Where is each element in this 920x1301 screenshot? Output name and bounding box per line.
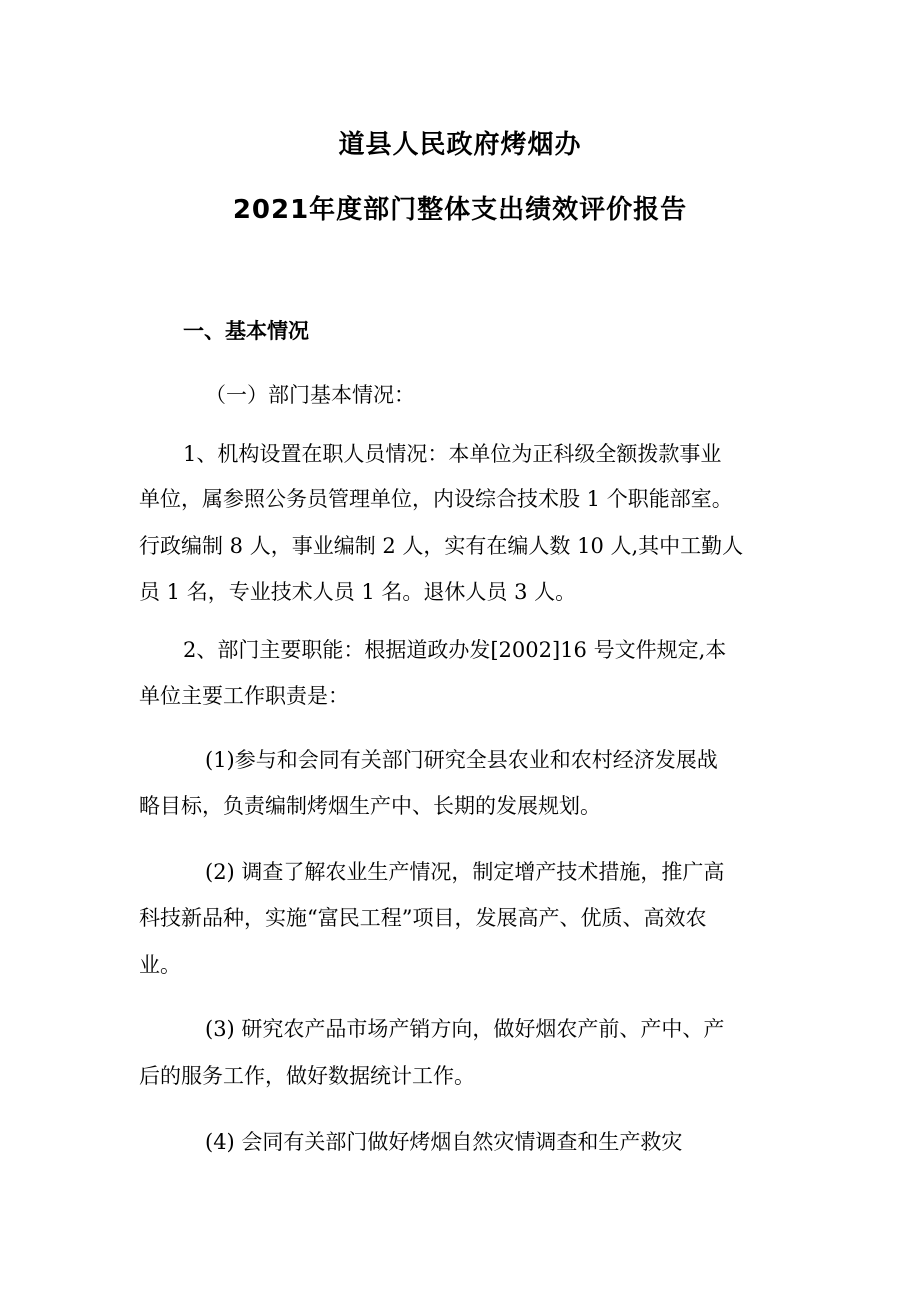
paragraph-line: 略目标，负责编制烤烟生产中、长期的发展规划。 [139,794,601,818]
paragraph-line: 2、部门主要职能：根据道政办发[2002]16 号文件规定,本 [183,638,727,662]
subsection-heading: （一）部门基本情况： [205,383,415,407]
paragraph-line: 科技新品种，实施“富民工程”项目，发展高产、优质、高效农 [139,906,707,930]
document-title: 道县人民政府烤烟办 [338,130,582,160]
section-heading: 一、基本情况 [183,319,309,343]
document-subtitle: 2021年度部门整体支出绩效评价报告 [232,195,688,225]
paragraph-line: 单位，属参照公务员管理单位，内设综合技术股 1 个职能部室。 [139,487,733,511]
paragraph-line: 后的服务工作，做好数据统计工作。 [139,1064,475,1088]
paragraph-line: 单位主要工作职责是： [139,684,349,708]
paragraph-line: (3) 研究农产品市场产销方向，做好烟农产前、产中、产 [205,1017,725,1041]
paragraph-line: 业。 [139,953,181,977]
paragraph-line: (1)参与和会同有关部门研究全县农业和农村经济发展战 [205,748,718,772]
paragraph-line: 行政编制 8 人，事业编制 2 人，实有在编人数 10 人,其中工勤人 [139,534,744,558]
paragraph-line: 员 1 名，专业技术人员 1 名。退休人员 3 人。 [139,580,577,604]
paragraph-line: (4) 会同有关部门做好烤烟自然灾情调查和生产救灾 [205,1130,683,1154]
paragraph-line: 1、机构设置在职人员情况：本单位为正科级全额拨款事业 [183,442,722,466]
paragraph-line: (2) 调查了解农业生产情况，制定增产技术措施，推广高 [205,860,725,884]
